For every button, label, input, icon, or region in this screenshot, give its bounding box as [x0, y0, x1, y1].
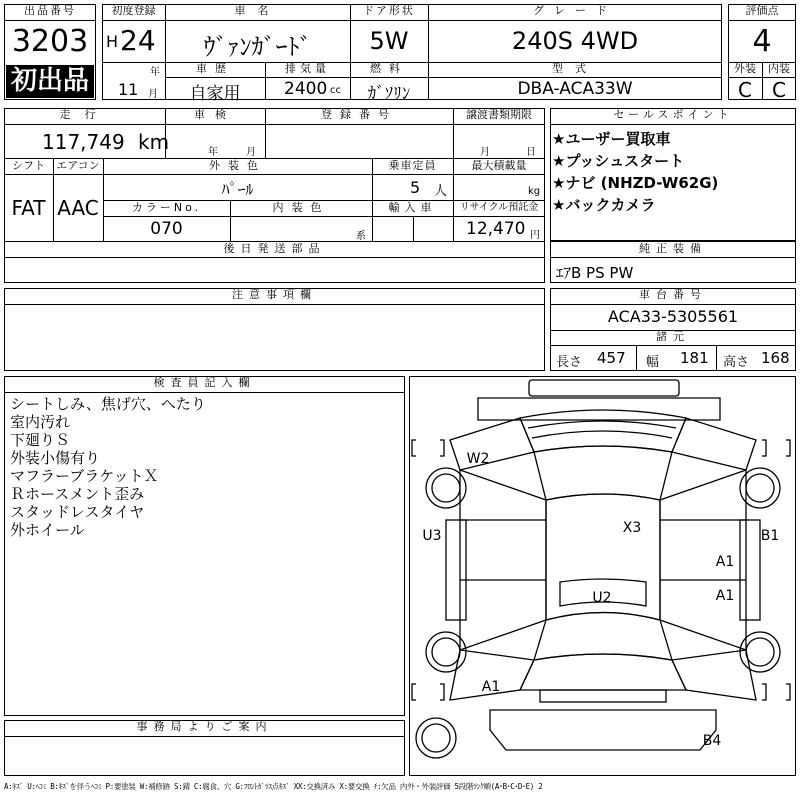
height: 168	[761, 349, 790, 367]
inspector-note-4: 外装小傷有り	[10, 449, 101, 467]
door-type: 5W	[369, 27, 409, 55]
interior-grade: C	[772, 78, 786, 102]
width: 181	[680, 349, 709, 367]
score: 4	[752, 24, 772, 59]
sales-points-label: セールスポイント	[613, 108, 733, 121]
color-no: 070	[150, 219, 183, 239]
displacement: 2400	[284, 79, 328, 99]
aircon-label: エアコン	[56, 159, 100, 172]
damage-mark: B1	[760, 528, 780, 544]
inspector-note-8: 外ホイール	[10, 521, 85, 539]
damage-mark: U3	[422, 528, 442, 544]
mileage-label: 走行	[59, 108, 110, 121]
inspector-note-7: スタッドレスタイヤ	[10, 503, 145, 521]
height-label: 高さ	[723, 355, 750, 370]
color-no-label: カラーNo.	[131, 201, 202, 214]
fuel-label: 燃料	[370, 62, 408, 75]
fuel: ｶﾞｿﾘﾝ	[367, 84, 411, 104]
sales-point-3: ★ナビ (NHZD-W62G)	[552, 174, 719, 192]
model-code: DBA-ACA33W	[517, 79, 633, 99]
reg-era: H	[106, 32, 119, 51]
mileage-unit: km	[138, 130, 170, 154]
reg-label: 初度登録	[111, 4, 156, 17]
reg-month: 11	[118, 80, 139, 99]
door-label: ドア形状	[363, 4, 415, 17]
exterior-grade-label: 外装	[734, 62, 756, 75]
chassis-number: ACA33-5305561	[607, 307, 739, 326]
sales-point-4: ★バックカメラ	[552, 196, 656, 214]
equipment-value: ｴｱB PS PW	[556, 264, 634, 282]
exterior-color: ﾊﾟｰﾙ	[221, 180, 254, 199]
max-load-unit: kg	[528, 186, 541, 197]
inspector-note-1: シートしみ、焦げ穴、へたり	[10, 395, 206, 413]
reg-month-unit: 月	[148, 89, 158, 100]
damage-mark: W2	[466, 451, 490, 467]
sales-point-2: ★プッシュスタート	[552, 152, 685, 170]
reg-year-unit: 年	[150, 67, 160, 78]
aircon: AAC	[57, 196, 99, 220]
history: 自家用	[189, 84, 241, 104]
name-label: 車名	[234, 4, 281, 17]
shift-label: シフト	[12, 159, 45, 172]
inspection-label: 車検	[194, 108, 236, 121]
grade: 240S 4WD	[511, 27, 639, 55]
import-label: 輸入車	[388, 201, 437, 214]
displacement-label: 排気量	[285, 62, 330, 75]
cautions-label: 注意事項欄	[232, 288, 317, 301]
inspection-year-unit: 年	[208, 147, 218, 158]
recycle-label: リサイクル預託金	[459, 202, 539, 213]
damage-mark: B4	[702, 733, 722, 749]
length-label: 長さ	[556, 355, 583, 370]
mileage: 117,749	[42, 130, 125, 154]
equipment-label: 純正装備	[639, 242, 707, 255]
interior-color-label: 内装色	[272, 201, 330, 214]
inspector-note-2: 室内汚れ	[10, 413, 71, 431]
capacity-label: 乗車定員	[388, 159, 437, 172]
car-diagram-box	[409, 376, 796, 776]
damage-mark: A1	[715, 588, 735, 604]
spec-label: 諸元	[656, 330, 690, 343]
max-load-label: 最大積載量	[471, 159, 527, 172]
model-code-label: 型式	[552, 62, 598, 75]
sales-point-1: ★ユーザー買取車	[552, 130, 671, 148]
exterior-color-label: 外装色	[209, 159, 266, 172]
lot-label: 出品番号	[24, 4, 76, 17]
office-label: 事務局よりご案内	[136, 720, 273, 733]
score-label: 評価点	[745, 4, 779, 17]
first-listing-badge: 初出品	[6, 65, 94, 98]
plate-label: 登録番号	[321, 108, 397, 121]
grade-label: グレード	[533, 4, 617, 17]
recycle-fee: 12,470	[466, 219, 526, 239]
inspector-label: 検査員記入欄	[153, 376, 256, 389]
displacement-unit: cc	[330, 85, 341, 96]
chassis-label: 車台番号	[639, 288, 707, 301]
capacity: 5	[410, 178, 421, 197]
legend: A:ｷｽﾞ U:ﾍｺﾐ B:ｷｽﾞを伴うﾍｺﾐ P:要塗装 W:補修跡 S:錆 C:腐食、穴 G:ﾌﾛﾝﾄｶﾞﾗｽ点ｷｽﾞ XX:交換済み X:要交換 ﾁ:欠品 内外・外装評価 5段階ﾗﾝｸ順(A･B･C･D･E) 2	[4, 782, 543, 791]
exterior-grade: C	[738, 78, 752, 102]
later-parts-label: 後日発送部品	[223, 242, 326, 255]
length: 457	[597, 349, 626, 367]
capacity-unit: 人	[434, 184, 448, 199]
damage-mark: U2	[592, 590, 612, 606]
inspector-note-6: Ｒホースメント歪み	[10, 485, 145, 503]
transfer-day-unit: 日	[526, 147, 536, 158]
inspection-month-unit: 月	[246, 147, 256, 158]
damage-mark: A1	[715, 554, 735, 570]
damage-mark: A1	[481, 679, 501, 695]
interior-grade-label: 内装	[768, 62, 790, 75]
shift: FAT	[11, 196, 46, 220]
reg-year: 24	[120, 24, 156, 57]
interior-color-unit: 系	[356, 231, 366, 242]
width-label: 幅	[646, 355, 660, 370]
inspector-note-5: マフラーブラケットＸ	[10, 467, 159, 485]
damage-mark: X3	[622, 520, 642, 536]
recycle-unit: 円	[530, 230, 540, 241]
transfer-label: 譲渡書類期限	[466, 108, 532, 121]
history-label: 車歴	[196, 62, 234, 75]
vehicle-name: ｳﾞｧﾝｶﾞｰﾄﾞ	[203, 33, 312, 61]
inspector-note-3: 下廻りＳ	[10, 431, 71, 449]
transfer-month-unit: 月	[480, 147, 490, 158]
lot-number: 3203	[11, 24, 89, 59]
